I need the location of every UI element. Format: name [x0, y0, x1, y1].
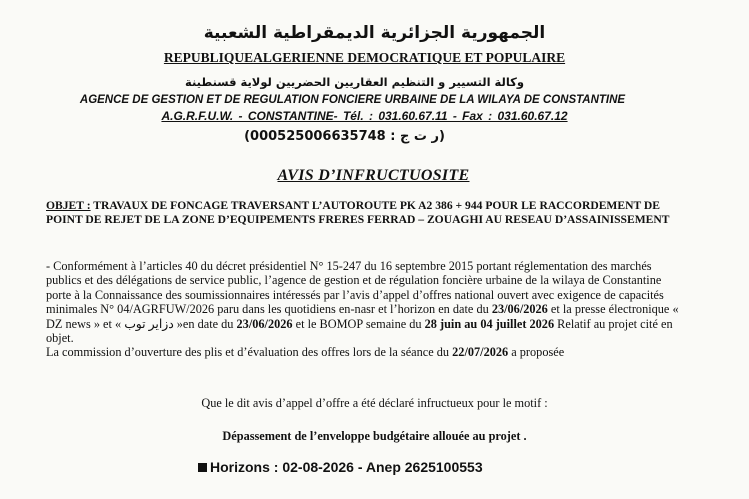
arabic-republic-title: الجمهورية الجزائرية الديمقراطية الشعبية — [203, 23, 546, 43]
body-paragraph-1 — [46, 259, 686, 345]
publication-date: 23/06/2026 — [491, 302, 548, 317]
session-date: 22/07/2026 — [452, 345, 509, 360]
footer-text: Horizons : 02-08-2026 - Anep 2625100553 — [210, 459, 483, 475]
notice-title: AVIS D’INFRUCTUOSITE — [277, 167, 470, 184]
body-text: et la presse électronique « DZ news » et « دزاير توب »en date du — [46, 302, 679, 331]
arabic-agency-name: وكالة التسيير و التنظيم العقاريين الحضريين لولاية قسنطينة — [185, 75, 524, 89]
body-text: a proposée — [508, 345, 565, 360]
body-text: - Conformément à l’articles 40 du décret présidentiel N° 15-247 du 16 septembre 2015 portant réglementation des marchés publics et des délégations de service public, l’agence de gestion et de régulation foncière urbaine de la wilaya de Constantine porte à la Connaissance des soumissionnaires intéressés par l’avis d’appel d’offres national ouvert avec exigence de capacités minimales N° 04/AGRFUW/2026 paru dans les quotidiens en-nasr et l’horizon en date du — [46, 259, 664, 317]
objet-text: TRAVAUX DE FONCAGE TRAVERSANT L’AUTOROUTE PK A2 386 + 944 POUR LE RACCORDEMENT DE POINT DE REJET DE LA ZONE D’EQUIPEMENTS FRERES FERRAD – ZOUAGHI AU RESEAU D’ASSAINISSEMENT — [46, 199, 670, 226]
body-paragraph-2 — [46, 345, 686, 359]
agency-contacts: A.G.R.F.U.W. - CONSTANTINE- Tél. : 031.60.67.11 - Fax : 031.60.67.12 — [161, 109, 568, 123]
motif-line: Que le dit avis d’appel d’offre a été déclaré infructueux pour le motif : — [201, 396, 548, 410]
square-bullet-icon — [198, 463, 207, 472]
objet-block — [46, 199, 686, 227]
body-text: Relatif au projet cité en objet. — [46, 316, 673, 346]
notice-body — [46, 259, 686, 360]
body-text: et le BOMOP semaine du — [292, 316, 425, 331]
french-agency-name: AGENCE DE GESTION ET DE REGULATION FONCIERE URBAINE DE LA WILAYA DE CONSTANTINE — [79, 94, 626, 106]
bomop-week: 28 juin au 04 juillet 2026 — [424, 316, 555, 331]
body-text: La commission d’ouverture des plis et d’évaluation des offres lors de la séance du — [46, 345, 453, 360]
publication-date: 23/06/2026 — [236, 316, 293, 331]
publication-footer — [198, 459, 483, 475]
infructuosity-reason: Dépassement de l’enveloppe budgétaire allouée au projet . — [222, 429, 527, 443]
french-republic-title: REPUBLIQUEALGERIENNE DEMOCRATIQUE ET POPULAIRE — [163, 50, 566, 65]
objet-label: OBJET : — [46, 199, 91, 212]
registry-number: (ر ت ج : 000525006635748) — [244, 129, 445, 144]
